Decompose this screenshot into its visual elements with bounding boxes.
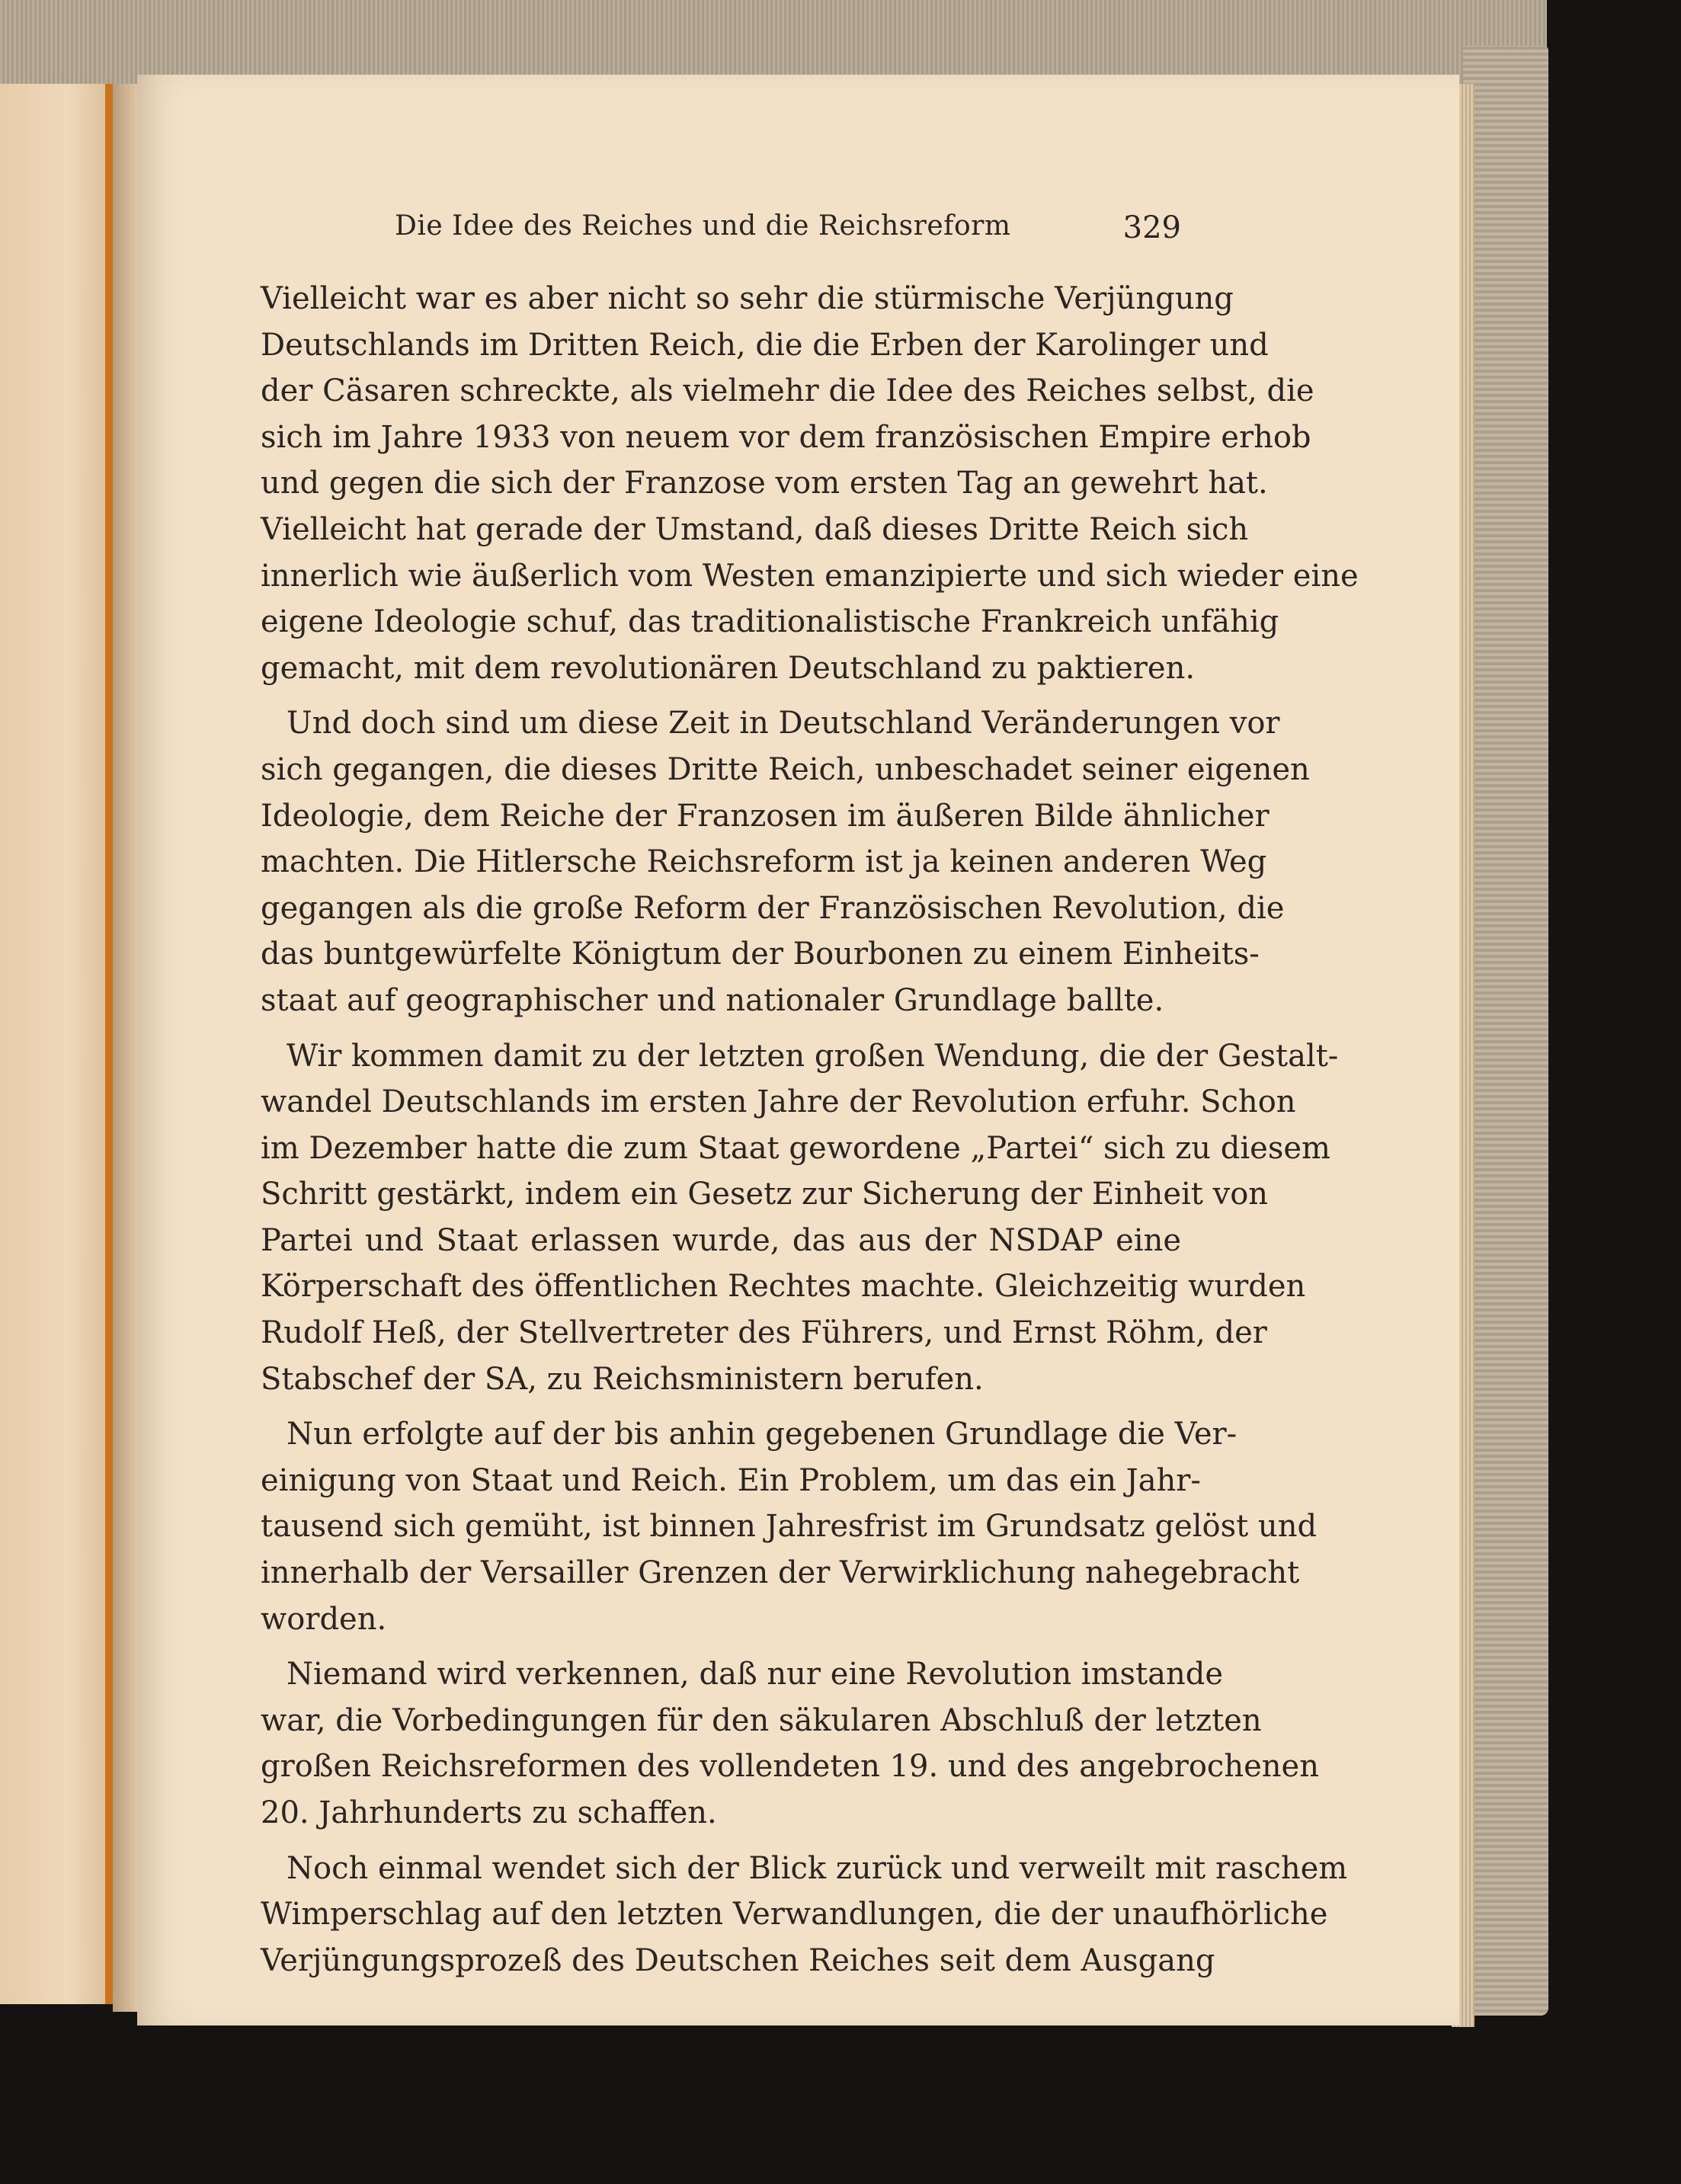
paragraph xyxy=(261,1411,1318,1642)
text-line: machten. Die Hitlersche Reichsreform ist ja keinen anderen Weg xyxy=(261,844,1267,880)
text-line: eigene Ideologie schuf, das traditionalistische Frankreich unfähig xyxy=(261,604,1279,640)
text-line: Stabschef der SA, zu Reichsministern berufen. xyxy=(261,1361,984,1397)
text-line: das buntgewürfelte Königtum der Bourbonen zu einem Einheits- xyxy=(261,937,1260,972)
text-line: Wir kommen damit zu der letzten großen Wendung, die der Gestalt- xyxy=(287,1038,1339,1074)
page-number: 329 xyxy=(1122,210,1181,245)
text-line: einigung von Staat und Reich. Ein Problem, um das ein Jahr- xyxy=(261,1462,1201,1498)
text-line: Wimperschlag auf den letzten Verwandlungen, die der unaufhörliche xyxy=(261,1897,1328,1933)
text-line: im Dezember hatte die zum Staat gewordene „Partei“ sich zu diesem xyxy=(261,1130,1330,1166)
text-line: Verjüngungsprozeß des Deutschen Reiches seit dem Ausgang xyxy=(261,1942,1215,1978)
text-line: Vielleicht war es aber nicht so sehr die stürmische Verjüngung xyxy=(261,281,1234,316)
paragraph xyxy=(261,276,1359,691)
text-line: Partei und Staat erlassen wurde, das aus der NSDAP eine xyxy=(261,1222,1181,1258)
text-line: Körperschaft des öffentlichen Rechtes machte. Gleichzeitig wurden xyxy=(261,1269,1306,1305)
text-line: Schritt gestärkt, indem ein Gesetz zur Sicherung der Einheit von xyxy=(261,1177,1269,1212)
paragraph-gap xyxy=(261,1402,1181,1411)
text-line: Vielleicht hat gerade der Umstand, daß dieses Dritte Reich sich xyxy=(261,511,1249,547)
page-header xyxy=(261,197,1181,250)
text-line: innerlich wie äußerlich vom Westen emanzipierte und sich wieder eine xyxy=(261,558,1359,594)
text-line: wandel Deutschlands im ersten Jahre der Revolution erfuhr. Schon xyxy=(261,1084,1296,1120)
text-line: staat auf geographischer und nationaler Grundlage ballte. xyxy=(261,982,1164,1018)
paragraph-gap xyxy=(261,691,1181,700)
text-line: Deutschlands im Dritten Reich, die die Erben der Karolinger und xyxy=(261,327,1269,363)
text-line: Ideologie, dem Reiche der Franzosen im äußeren Bilde ähnlicher xyxy=(261,798,1270,834)
running-head: Die Idee des Reiches und die Reichsreform xyxy=(395,210,1011,242)
text-line: der Cäsaren schreckte, als vielmehr die Idee des Reiches selbst, die xyxy=(261,373,1314,409)
text-line: großen Reichsreformen des vollendeten 19. und des angebrochenen xyxy=(261,1749,1319,1785)
left-page-edge xyxy=(0,84,113,2004)
text-line: gegangen als die große Reform der Französischen Revolution, die xyxy=(261,890,1285,926)
text-line: Niemand wird verkennen, daß nur eine Revolution imstande xyxy=(287,1657,1224,1692)
text-line: 20. Jahrhunderts zu schaffen. xyxy=(261,1795,717,1830)
text-line: Noch einmal wendet sich der Blick zurück und verweilt mit raschem xyxy=(287,1850,1348,1886)
paragraph xyxy=(261,700,1310,1023)
book-cover-spine xyxy=(1463,46,1548,2016)
text-line: tausend sich gemüht, ist binnen Jahresfrist im Grundsatz gelöst und xyxy=(261,1509,1318,1545)
text-line: sich im Jahre 1933 von neuem vor dem französischen Empire erhob xyxy=(261,419,1311,455)
text-line: war, die Vorbedingungen für den säkularen Abschluß der letzten xyxy=(261,1702,1262,1738)
text-line: Nun erfolgte auf der bis anhin gegebenen Grundlage die Ver- xyxy=(287,1417,1238,1452)
paragraph xyxy=(261,1651,1319,1836)
body-text xyxy=(261,276,1359,1984)
text-line: und gegen die sich der Franzose vom ersten Tag an gewehrt hat. xyxy=(261,466,1268,501)
text-line: Und doch sind um diese Zeit in Deutschland Veränderungen vor xyxy=(287,706,1280,741)
paragraph-gap xyxy=(261,1024,1181,1033)
paragraph xyxy=(261,1033,1339,1403)
paragraph-gap xyxy=(261,1837,1181,1846)
text-line: worden. xyxy=(261,1601,387,1637)
paragraph xyxy=(261,1846,1348,1984)
paragraph-gap xyxy=(261,1642,1181,1651)
text-line: gemacht, mit dem revolutionären Deutschland zu paktieren. xyxy=(261,650,1196,686)
text-line: Rudolf Heß, der Stellvertreter des Führers, und Ernst Röhm, der xyxy=(261,1315,1267,1351)
text-line: sich gegangen, die dieses Dritte Reich, unbeschadet seiner eigenen xyxy=(261,751,1310,787)
text-line: innerhalb der Versailler Grenzen der Verwirklichung nahegebracht xyxy=(261,1555,1300,1591)
